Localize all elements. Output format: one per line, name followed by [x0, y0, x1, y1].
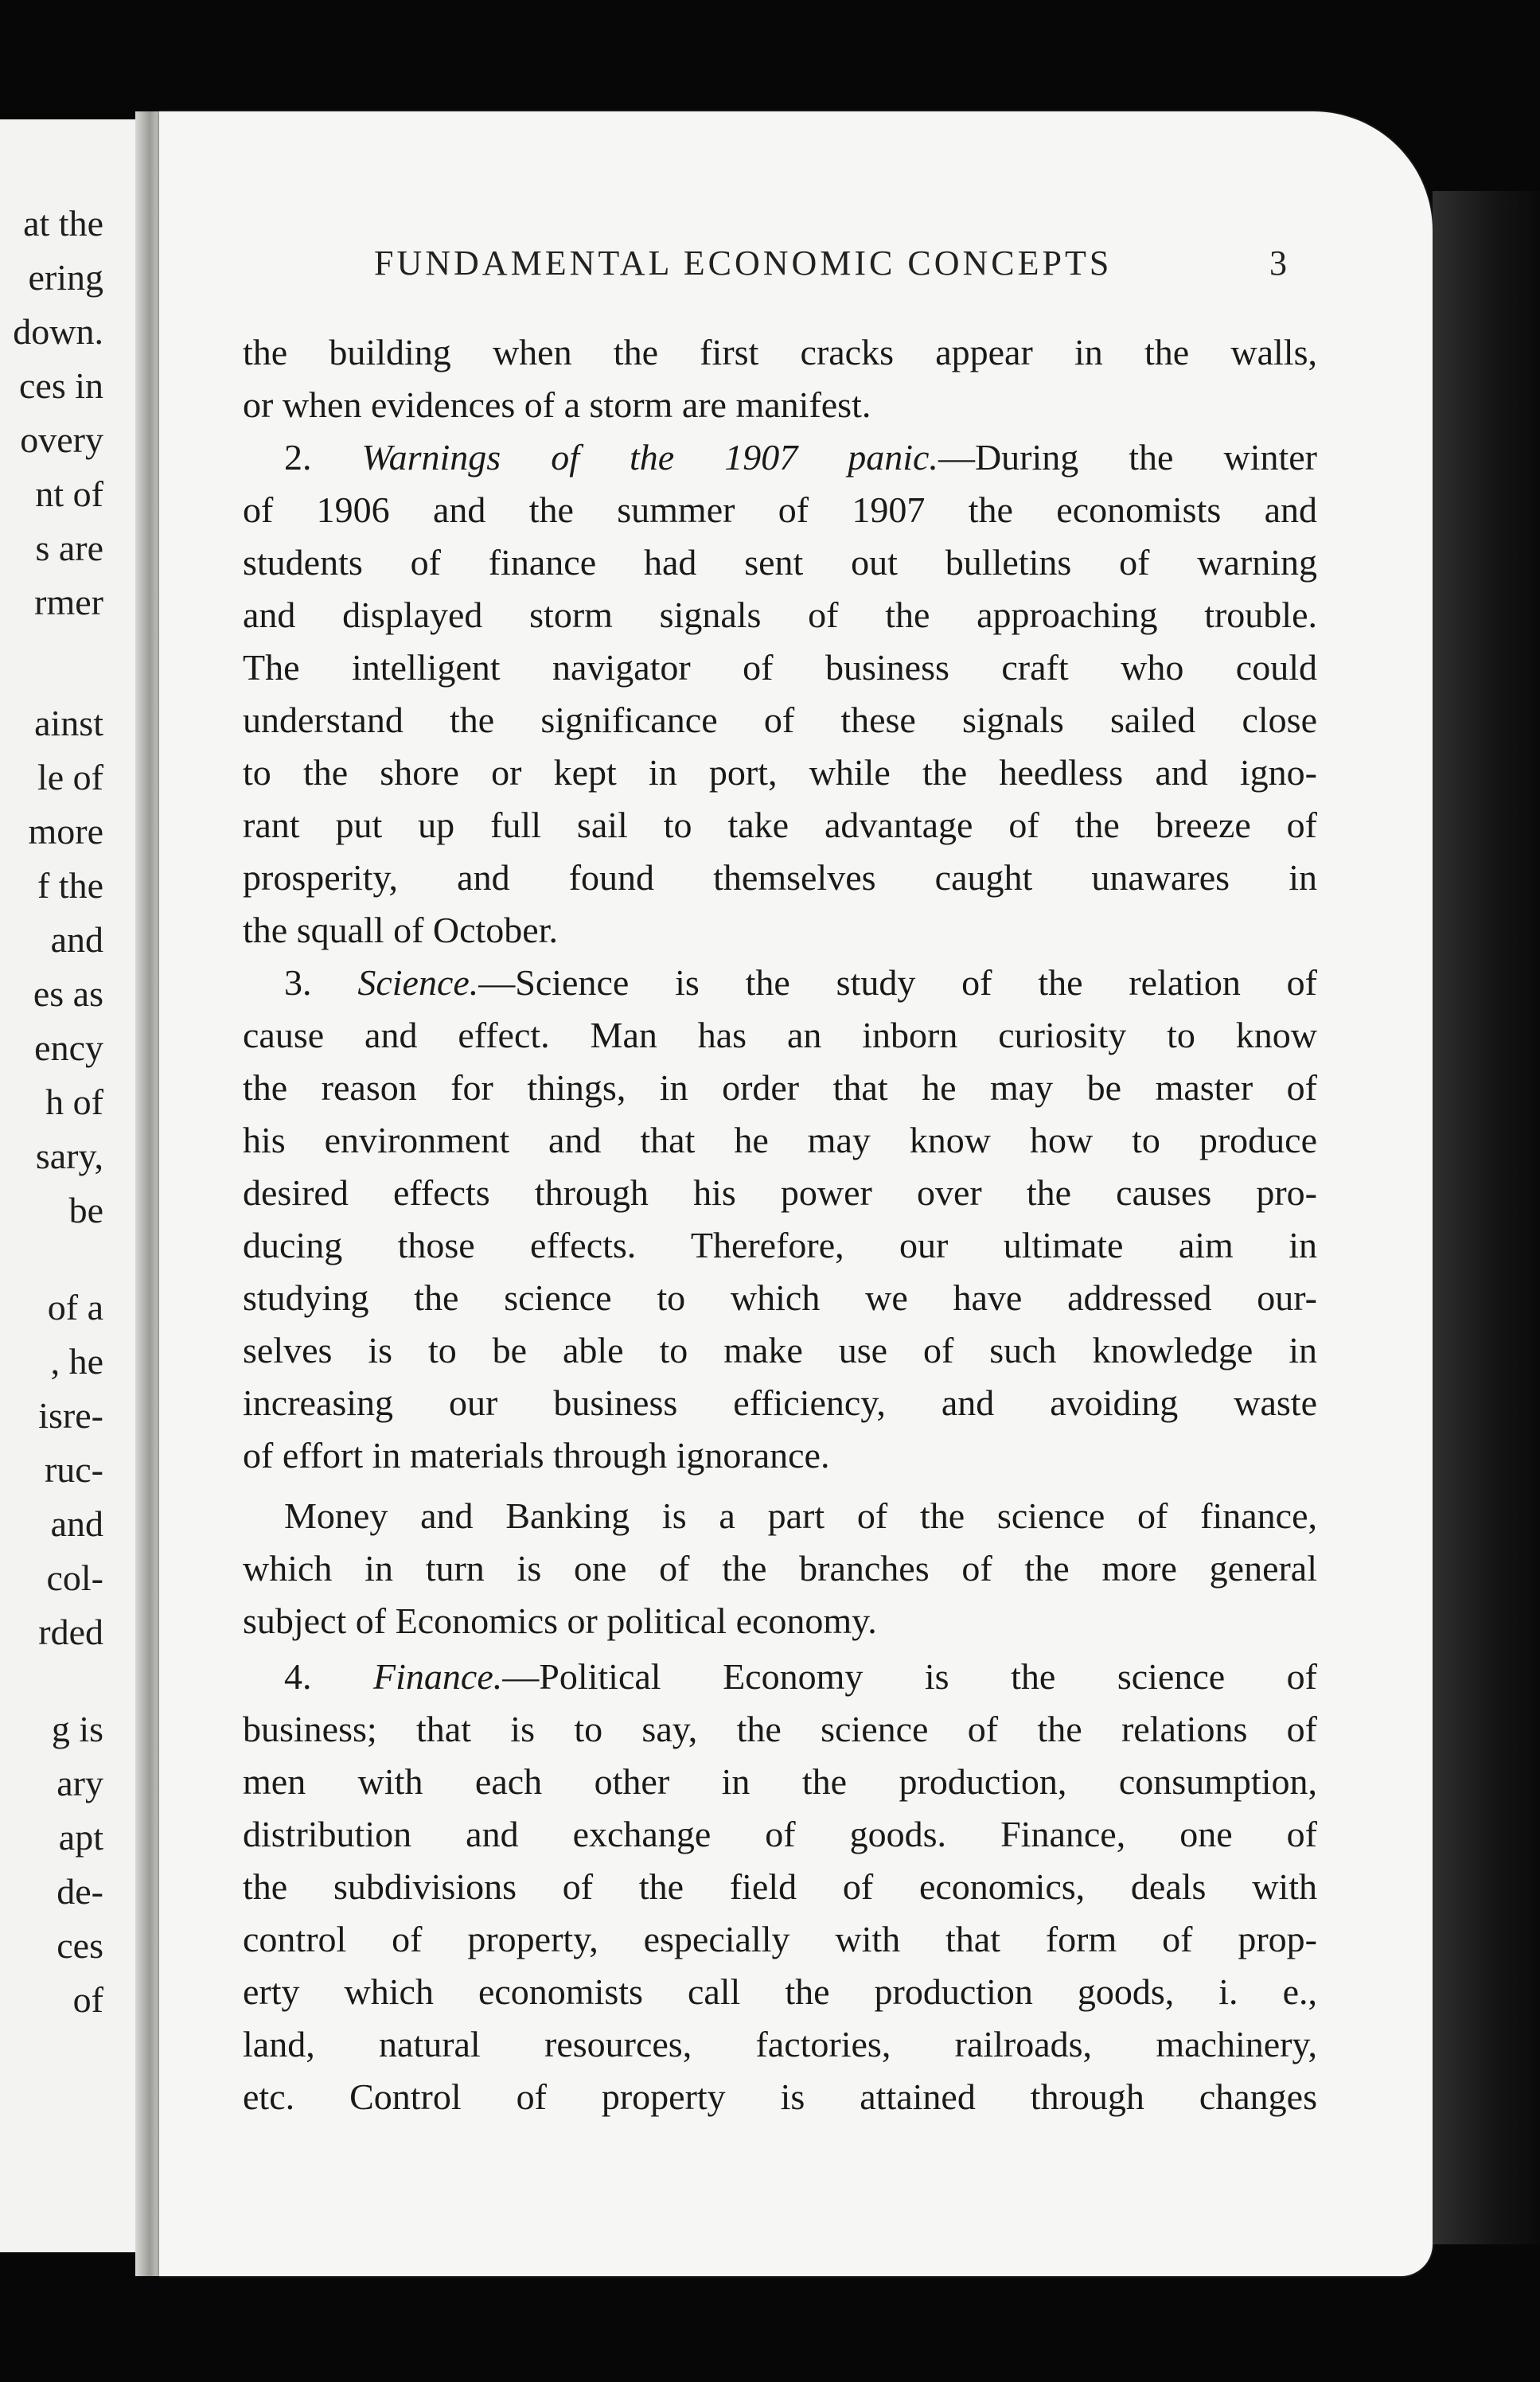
section-number: 4.: [284, 1656, 312, 1697]
left-page-line: ering: [28, 257, 103, 298]
left-page-line: s are: [35, 528, 103, 568]
section-heading: Warnings of the 1907 panic.: [361, 437, 938, 478]
left-page-line: ainst: [34, 703, 103, 743]
page-number: 3: [1269, 244, 1287, 283]
text-line: distribution and exchange of goods. Finance, one of: [243, 1814, 1317, 1854]
text-line: Money and Banking is a part of the science of finance,: [284, 1495, 1317, 1536]
text-line: of 1906 and the summer of 1907 the economists and: [243, 489, 1317, 530]
left-page-line: overy: [20, 419, 103, 460]
text-line: the reason for things, in order that he may be master of: [243, 1067, 1317, 1108]
text-line: increasing our business efficiency, and avoiding waste: [243, 1382, 1317, 1423]
section-number: 2.: [284, 437, 312, 478]
text-line: selves is to be able to make use of such knowledge in: [243, 1330, 1317, 1370]
text-line: business; that is to say, the science of the relations of: [243, 1709, 1317, 1749]
left-page-line: and: [50, 919, 103, 960]
text-line: prosperity, and found themselves caught unawares in: [243, 857, 1317, 898]
left-page-line: de-: [57, 1871, 103, 1912]
text-line: which in turn is one of the branches of the more general: [243, 1548, 1317, 1589]
left-page-line: es as: [33, 973, 103, 1014]
left-page-line: more: [28, 811, 103, 852]
section-heading-line: [243, 431, 1317, 484]
left-page-line: of: [72, 1979, 103, 2020]
left-page-line: be: [68, 1190, 103, 1230]
left-page-line: g is: [51, 1709, 103, 1749]
left-page-line: of a: [47, 1287, 103, 1327]
left-page-line: sary,: [35, 1136, 103, 1176]
text-line: and displayed storm signals of the approaching trouble.: [243, 595, 1317, 635]
text-line: The intelligent navigator of business craft who could: [243, 647, 1317, 688]
text-line: the subdivisions of the field of economics, deals with: [243, 1866, 1317, 1907]
text-line: his environment and that he may know how to produce: [243, 1120, 1317, 1160]
text-run: —During the winter: [938, 437, 1317, 478]
left-page-line: rmer: [34, 582, 103, 622]
left-page-line: apt: [58, 1817, 103, 1858]
left-page-line: down.: [13, 311, 103, 352]
running-head: FUNDAMENTAL ECONOMIC CONCEPTS: [374, 244, 1113, 283]
section-heading: Finance.: [373, 1656, 503, 1697]
text-run: —Political Economy is the science of: [502, 1656, 1318, 1697]
text-run: —Science is the study of the relation of: [478, 962, 1317, 1003]
text-line: of effort in materials through ignorance.: [243, 1435, 830, 1476]
left-page-line: rded: [38, 1612, 103, 1652]
text-line: to the shore or kept in port, while the heedless and igno-: [243, 752, 1317, 793]
text-line: the squall of October.: [243, 910, 559, 950]
left-page-line: h of: [45, 1082, 103, 1122]
text-line: subject of Economics or political economy.: [243, 1600, 877, 1641]
left-page-line: nt of: [35, 474, 103, 514]
section-heading-line: [243, 957, 1317, 1009]
text-line: studying the science to which we have addressed our-: [243, 1277, 1317, 1318]
text-line: control of property, especially with that form of prop-: [243, 1919, 1317, 1959]
text-line: erty which economists call the production goods, i. e.,: [243, 1971, 1317, 2012]
left-page-line: isre-: [38, 1395, 103, 1436]
left-page-line: ency: [34, 1027, 103, 1068]
text-line: men with each other in the production, consumption,: [243, 1761, 1317, 1802]
text-line: or when evidences of a storm are manifest.: [243, 384, 871, 425]
left-page-line: col-: [46, 1557, 103, 1598]
text-line: students of finance had sent out bulletins of warning: [243, 542, 1317, 583]
section-heading-line: [243, 1651, 1317, 1703]
left-page-line: , he: [50, 1341, 103, 1382]
left-page-line: at the: [23, 203, 103, 244]
left-page-line: ces in: [18, 365, 103, 406]
text-line: land, natural resources, factories, railroads, machinery,: [243, 2024, 1317, 2064]
text-line: cause and effect. Man has an inborn curiosity to know: [243, 1015, 1317, 1055]
text-line: etc. Control of property is attained through changes: [243, 2076, 1317, 2117]
text-line: desired effects through his power over the causes pro-: [243, 1172, 1317, 1213]
text-line: ducing those effects. Therefore, our ultimate aim in: [243, 1225, 1317, 1265]
section-heading: Science.: [357, 962, 479, 1003]
text-line: the building when the first cracks appear in the walls,: [243, 332, 1317, 372]
left-page-line: and: [50, 1503, 103, 1544]
text-line: understand the significance of these signals sailed close: [243, 700, 1317, 740]
left-page-line: ruc-: [44, 1449, 103, 1490]
left-page-line: ary: [57, 1763, 103, 1803]
text-line: rant put up full sail to take advantage of the breeze of: [243, 805, 1317, 845]
left-page-line: le of: [37, 757, 103, 797]
page-edge-stack: [1433, 191, 1540, 2244]
left-page-line: ces: [57, 1925, 103, 1966]
section-number: 3.: [284, 962, 312, 1003]
left-page-line: f the: [37, 865, 103, 906]
